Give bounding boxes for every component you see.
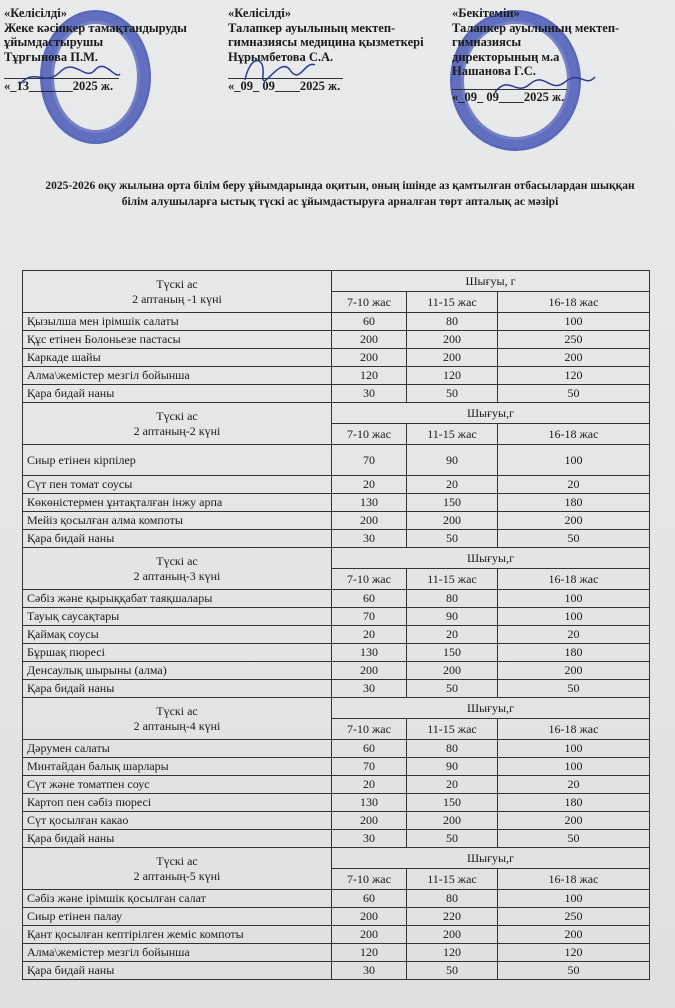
dish-name: Бұршақ пюресі: [23, 644, 332, 662]
portion-11-15: 80: [407, 890, 498, 908]
table-row: [23, 626, 650, 644]
dish-name: Қара бидай наны: [23, 385, 332, 403]
table-row: [23, 794, 650, 812]
signature-left: [15, 62, 125, 92]
age-header: 11-15 жас: [407, 292, 498, 313]
portion-11-15: 90: [407, 608, 498, 626]
portion-16-18: 100: [498, 313, 650, 331]
output-header: Шығуы,г: [332, 848, 650, 869]
portion-7-10: 200: [332, 331, 407, 349]
day-label: 2 аптаның-4 күні: [133, 718, 221, 733]
table-row: [23, 944, 650, 962]
age-header: 7-10 жас: [332, 569, 407, 590]
day-heading: [23, 403, 332, 445]
approval-line: Тұрғынова П.М.: [4, 49, 99, 64]
portion-16-18: 120: [498, 367, 650, 385]
age-header: 11-15 жас: [407, 424, 498, 445]
portion-16-18: 20: [498, 476, 650, 494]
portion-7-10: 60: [332, 313, 407, 331]
dish-name: Тауық саусақтары: [23, 608, 332, 626]
portion-7-10: 200: [332, 908, 407, 926]
portion-16-18: 100: [498, 758, 650, 776]
dish-name: Денсаулық шырыны (алма): [23, 662, 332, 680]
portion-7-10: 30: [332, 830, 407, 848]
portion-7-10: 70: [332, 608, 407, 626]
portion-11-15: 20: [407, 476, 498, 494]
table-row: [23, 758, 650, 776]
portion-16-18: 100: [498, 890, 650, 908]
dish-name: Қызылша мен ірімшік салаты: [23, 313, 332, 331]
meal-label: Түскі ас: [156, 276, 198, 291]
approval-line: директорының м.а: [452, 49, 560, 64]
portion-16-18: 100: [498, 590, 650, 608]
dish-name: Картоп пен сәбіз пюресі: [23, 794, 332, 812]
dish-name: Қара бидай наны: [23, 680, 332, 698]
table-row: [23, 313, 650, 331]
table-row: [23, 349, 650, 367]
dish-name: Сүт қосылған какао: [23, 812, 332, 830]
table-row: [23, 644, 650, 662]
portion-16-18: 120: [498, 944, 650, 962]
approval-line: гимназиясы: [452, 35, 522, 49]
portion-16-18: 100: [498, 608, 650, 626]
table-row: [23, 494, 650, 512]
portion-7-10: 30: [332, 680, 407, 698]
signature-right: [490, 72, 600, 102]
approval-heading: «Келісілді»: [4, 6, 67, 20]
day-label: 2 аптаның-5 күні: [133, 868, 221, 883]
dish-name: Қара бидай наны: [23, 530, 332, 548]
portion-16-18: 180: [498, 794, 650, 812]
dish-name: Алма\жемістер мезгіл бойынша: [23, 944, 332, 962]
approval-line: Жеке кәсіпкер тамақтандыруды: [4, 20, 187, 35]
portion-7-10: 120: [332, 944, 407, 962]
portion-7-10: 30: [332, 962, 407, 980]
approval-line: ұйымдастырушы: [4, 35, 104, 49]
portion-7-10: 200: [332, 512, 407, 530]
table-row: [23, 962, 650, 980]
portion-16-18: 250: [498, 331, 650, 349]
day-header-row: [23, 548, 650, 569]
portion-7-10: 30: [332, 530, 407, 548]
portion-16-18: 180: [498, 644, 650, 662]
portion-11-15: 150: [407, 494, 498, 512]
age-header: 16-18 жас: [498, 569, 650, 590]
portion-16-18: 20: [498, 776, 650, 794]
portion-7-10: 20: [332, 476, 407, 494]
day-header-row: [23, 271, 650, 292]
approval-line: Талапкер ауылының мектеп-: [228, 20, 396, 35]
table-row: [23, 590, 650, 608]
portion-7-10: 130: [332, 494, 407, 512]
age-header: 11-15 жас: [407, 869, 498, 890]
age-header: 11-15 жас: [407, 569, 498, 590]
portion-16-18: 200: [498, 926, 650, 944]
portion-7-10: 20: [332, 626, 407, 644]
portion-16-18: 20: [498, 626, 650, 644]
dish-name: Сүт пен томат соусы: [23, 476, 332, 494]
portion-7-10: 60: [332, 590, 407, 608]
dish-name: Сиыр етінен палау: [23, 908, 332, 926]
dish-name: Алма\жемістер мезгіл бойынша: [23, 367, 332, 385]
output-header: Шығуы,г: [332, 698, 650, 719]
day-label: 2 аптаның -1 күні: [132, 291, 222, 306]
day-label: 2 аптаның-3 күні: [133, 568, 221, 583]
meal-label: Түскі ас: [156, 703, 198, 718]
table-row: [23, 680, 650, 698]
approval-date: «_09_ 09____2025 ж.: [228, 79, 341, 93]
table-row: [23, 367, 650, 385]
dish-name: Сүт және томатпен соус: [23, 776, 332, 794]
portion-16-18: 50: [498, 680, 650, 698]
approval-date: «_13_______2025 ж.: [4, 79, 114, 93]
approval-line: Талапкер ауылының мектеп-: [452, 20, 620, 35]
table-row: [23, 608, 650, 626]
day-header-row: [23, 848, 650, 869]
meal-label: Түскі ас: [156, 553, 198, 568]
portion-11-15: 20: [407, 776, 498, 794]
portion-11-15: 120: [407, 367, 498, 385]
table-row: [23, 331, 650, 349]
portion-11-15: 50: [407, 962, 498, 980]
portion-7-10: 60: [332, 740, 407, 758]
portion-16-18: 200: [498, 512, 650, 530]
portion-11-15: 50: [407, 530, 498, 548]
dish-name: Каркаде шайы: [23, 349, 332, 367]
day-heading: [23, 698, 332, 740]
portion-7-10: 130: [332, 644, 407, 662]
table-row: [23, 476, 650, 494]
table-row: [23, 830, 650, 848]
portion-16-18: 250: [498, 908, 650, 926]
meal-label: Түскі ас: [156, 408, 198, 423]
portion-16-18: 200: [498, 349, 650, 367]
portion-11-15: 20: [407, 626, 498, 644]
dish-name: Минтайдан балық шарлары: [23, 758, 332, 776]
dish-name: Қант қосылған кептірілген жеміс компоты: [23, 926, 332, 944]
approval-line: Нұрымбетова С.А.: [228, 49, 334, 64]
dish-name: Дәрумен салаты: [23, 740, 332, 758]
day-header-row: [23, 403, 650, 424]
portion-7-10: 130: [332, 794, 407, 812]
age-header: 7-10 жас: [332, 424, 407, 445]
portion-7-10: 30: [332, 385, 407, 403]
portion-11-15: 200: [407, 349, 498, 367]
dish-name: Сәбіз және қырыққабат таяқшалары: [23, 590, 332, 608]
dish-name: Мейіз қосылған алма компоты: [23, 512, 332, 530]
portion-7-10: 200: [332, 662, 407, 680]
portion-16-18: 200: [498, 662, 650, 680]
portion-7-10: 20: [332, 776, 407, 794]
age-header: 11-15 жас: [407, 719, 498, 740]
portion-7-10: 120: [332, 367, 407, 385]
portion-16-18: 50: [498, 530, 650, 548]
dish-name: Қара бидай наны: [23, 962, 332, 980]
signature-middle: [235, 50, 325, 90]
portion-16-18: 100: [498, 445, 650, 476]
portion-11-15: 200: [407, 331, 498, 349]
table-row: [23, 662, 650, 680]
document-title: 2025-2026 оқу жылына орта білім беру ұйымдарында оқитын, оның ішінде аз қамтылған отбасылардан шыққан білім алушыларға ыстық түскі ас ұйымдастыруға арналған төрт апталық ас мәзірі: [45, 180, 635, 208]
portion-16-18: 100: [498, 740, 650, 758]
table-row: [23, 512, 650, 530]
day-heading: [23, 271, 332, 313]
age-header: 7-10 жас: [332, 719, 407, 740]
age-header: 16-18 жас: [498, 869, 650, 890]
output-header: Шығуы,г: [332, 548, 650, 569]
output-header: Шығуы, г: [332, 271, 650, 292]
portion-11-15: 200: [407, 512, 498, 530]
day-label: 2 аптаның-2 күні: [133, 423, 221, 438]
portion-7-10: 200: [332, 812, 407, 830]
portion-7-10: 60: [332, 890, 407, 908]
age-header: 16-18 жас: [498, 292, 650, 313]
age-header: 16-18 жас: [498, 424, 650, 445]
table-row: [23, 445, 650, 476]
approval-heading: «Келісілді»: [228, 6, 291, 20]
dish-name: Қаймақ соусы: [23, 626, 332, 644]
portion-11-15: 50: [407, 830, 498, 848]
portion-16-18: 50: [498, 962, 650, 980]
approval-heading: «Бекітемін»: [452, 6, 520, 20]
age-header: 7-10 жас: [332, 292, 407, 313]
portion-11-15: 80: [407, 590, 498, 608]
approval-line: Нашанова Г.С.: [452, 64, 536, 78]
portion-16-18: 50: [498, 385, 650, 403]
meal-label: Түскі ас: [156, 853, 198, 868]
portion-11-15: 150: [407, 794, 498, 812]
portion-11-15: 80: [407, 313, 498, 331]
portion-11-15: 80: [407, 740, 498, 758]
portion-11-15: 90: [407, 445, 498, 476]
age-header: 16-18 жас: [498, 719, 650, 740]
portion-16-18: 200: [498, 812, 650, 830]
approval-date: «_09_ 09____2025 ж.: [452, 89, 565, 104]
portion-11-15: 150: [407, 644, 498, 662]
portion-16-18: 50: [498, 830, 650, 848]
table-row: [23, 776, 650, 794]
portion-11-15: 200: [407, 662, 498, 680]
approval-line: гимназиясы медицина қызметкері: [228, 35, 424, 49]
portion-7-10: 200: [332, 349, 407, 367]
portion-7-10: 70: [332, 445, 407, 476]
table-row: [23, 385, 650, 403]
table-row: [23, 740, 650, 758]
day-heading: [23, 848, 332, 890]
portion-11-15: 220: [407, 908, 498, 926]
table-row: [23, 908, 650, 926]
portion-11-15: 50: [407, 680, 498, 698]
portion-7-10: 70: [332, 758, 407, 776]
table-row: [23, 530, 650, 548]
day-header-row: [23, 698, 650, 719]
portion-16-18: 180: [498, 494, 650, 512]
age-header: 7-10 жас: [332, 869, 407, 890]
portion-11-15: 200: [407, 926, 498, 944]
table-row: [23, 926, 650, 944]
portion-11-15: 200: [407, 812, 498, 830]
day-heading: [23, 548, 332, 590]
menu-table: [22, 270, 650, 980]
dish-name: Сәбіз және ірімшік қосылған салат: [23, 890, 332, 908]
dish-name: Көкөністермен ұнтақталған інжу арпа: [23, 494, 332, 512]
table-row: [23, 890, 650, 908]
portion-11-15: 120: [407, 944, 498, 962]
portion-11-15: 50: [407, 385, 498, 403]
output-header: Шығуы,г: [332, 403, 650, 424]
dish-name: Қара бидай наны: [23, 830, 332, 848]
table-row: [23, 812, 650, 830]
dish-name: Құс етінен Болоньезе пастасы: [23, 331, 332, 349]
portion-7-10: 200: [332, 926, 407, 944]
portion-11-15: 90: [407, 758, 498, 776]
dish-name: Сиыр етінен кірпілер: [23, 445, 332, 476]
